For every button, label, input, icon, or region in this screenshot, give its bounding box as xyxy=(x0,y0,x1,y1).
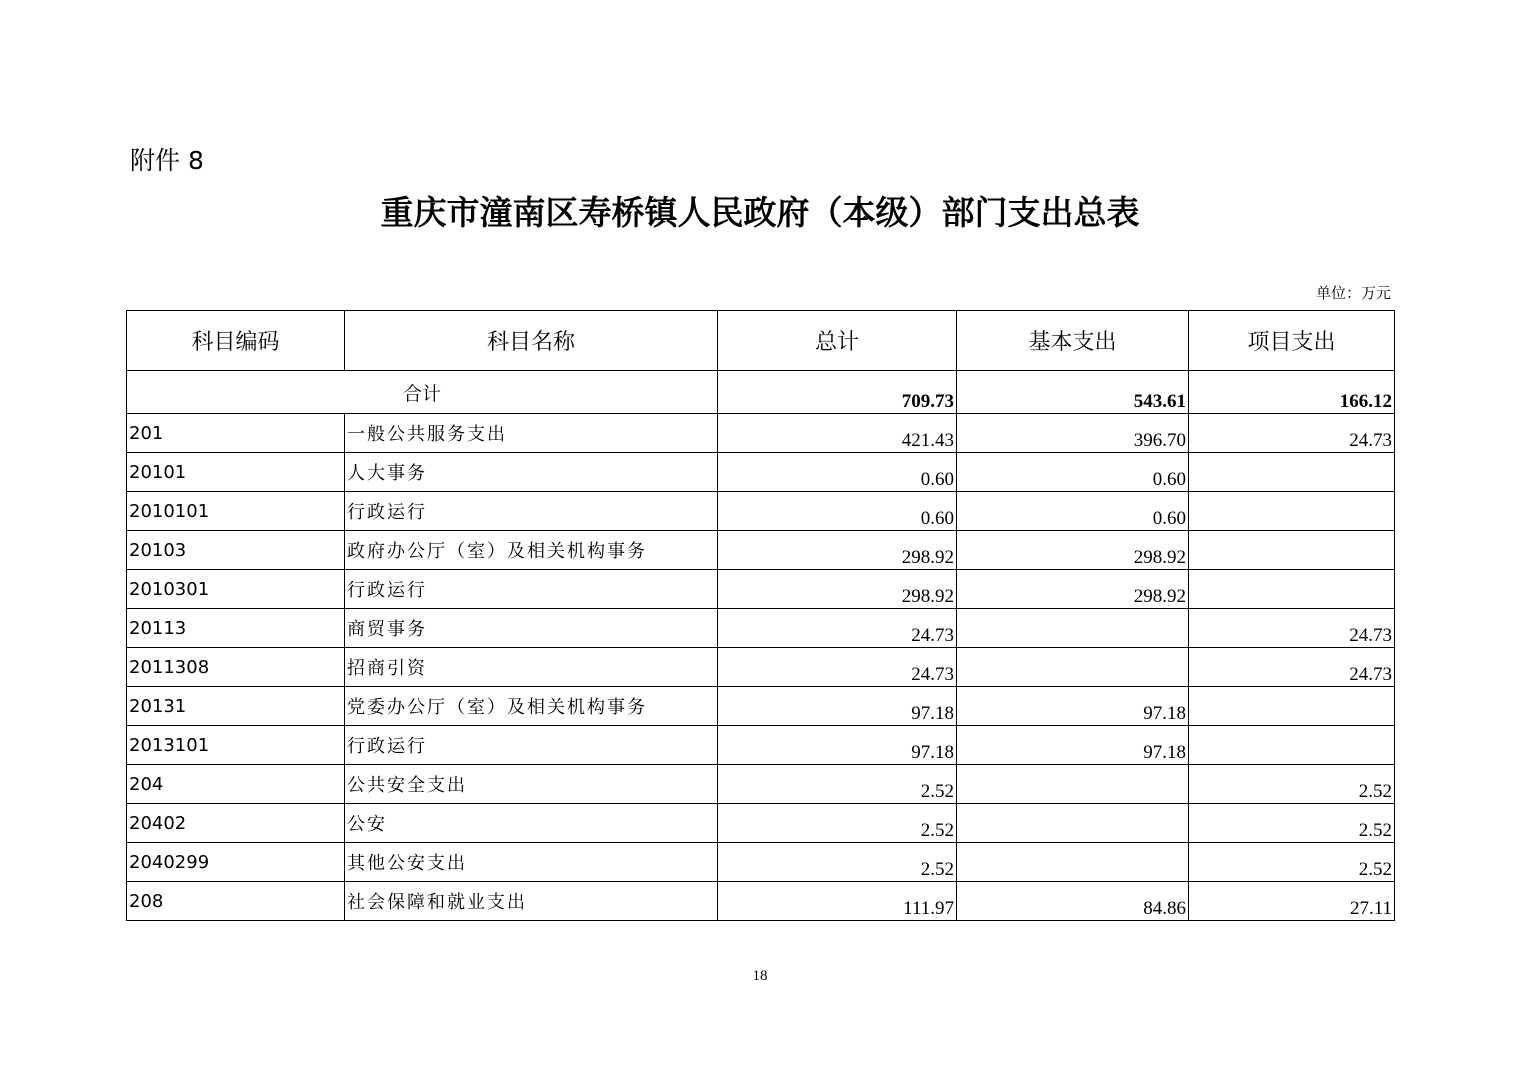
subject-code-cell: 20103 xyxy=(127,531,345,570)
table-row xyxy=(127,492,1395,531)
subject-code-cell: 20113 xyxy=(127,609,345,648)
project-expenditure-cell xyxy=(1189,726,1395,765)
total-cell: 97.18 xyxy=(718,687,957,726)
header-basic-expenditure: 基本支出 xyxy=(957,311,1189,371)
table-row xyxy=(127,765,1395,804)
total-cell: 24.73 xyxy=(718,609,957,648)
subject-name-cell: 政府办公厅（室）及相关机构事务 xyxy=(345,531,718,570)
subject-code-cell: 20101 xyxy=(127,453,345,492)
subject-code-cell: 2010101 xyxy=(127,492,345,531)
subject-name-cell: 其他公安支出 xyxy=(345,843,718,882)
project-expenditure-cell: 2.52 xyxy=(1189,765,1395,804)
project-expenditure-cell xyxy=(1189,492,1395,531)
basic-expenditure-cell xyxy=(957,648,1189,687)
table-row xyxy=(127,882,1395,921)
header-total: 总计 xyxy=(718,311,957,371)
total-cell: 2.52 xyxy=(718,843,957,882)
subject-code-cell: 208 xyxy=(127,882,345,921)
subject-code-cell: 201 xyxy=(127,414,345,453)
subject-name-cell: 社会保障和就业支出 xyxy=(345,882,718,921)
total-cell: 0.60 xyxy=(718,492,957,531)
project-expenditure-cell xyxy=(1189,687,1395,726)
basic-expenditure-cell: 0.60 xyxy=(957,453,1189,492)
total-label: 合计 xyxy=(127,371,718,414)
subject-code-cell: 2011308 xyxy=(127,648,345,687)
table-row xyxy=(127,570,1395,609)
subject-name-cell: 行政运行 xyxy=(345,492,718,531)
basic-expenditure-cell: 84.86 xyxy=(957,882,1189,921)
project-expenditure-cell xyxy=(1189,453,1395,492)
subject-code-cell: 20131 xyxy=(127,687,345,726)
basic-expenditure-cell xyxy=(957,609,1189,648)
total-cell: 111.97 xyxy=(718,882,957,921)
table-row xyxy=(127,414,1395,453)
project-expenditure-cell: 24.73 xyxy=(1189,609,1395,648)
basic-expenditure-cell: 0.60 xyxy=(957,492,1189,531)
table-row xyxy=(127,609,1395,648)
basic-expenditure-cell: 298.92 xyxy=(957,531,1189,570)
project-expenditure-cell: 24.73 xyxy=(1189,414,1395,453)
header-project-expenditure: 项目支出 xyxy=(1189,311,1395,371)
table-row xyxy=(127,726,1395,765)
basic-expenditure-cell: 298.92 xyxy=(957,570,1189,609)
total-project-amount: 166.12 xyxy=(1189,371,1395,414)
total-cell: 2.52 xyxy=(718,765,957,804)
subject-name-cell: 人大事务 xyxy=(345,453,718,492)
subject-code-cell: 20402 xyxy=(127,804,345,843)
subject-code-cell: 204 xyxy=(127,765,345,804)
subject-code-cell: 2013101 xyxy=(127,726,345,765)
unit-label: 单位：万元 xyxy=(1315,284,1391,302)
total-cell: 421.43 xyxy=(718,414,957,453)
subject-name-cell: 商贸事务 xyxy=(345,609,718,648)
subject-name-cell: 行政运行 xyxy=(345,570,718,609)
table-header-row xyxy=(127,311,1395,371)
total-cell: 298.92 xyxy=(718,570,957,609)
total-amount: 709.73 xyxy=(718,371,957,414)
basic-expenditure-cell: 97.18 xyxy=(957,687,1189,726)
basic-expenditure-cell: 396.70 xyxy=(957,414,1189,453)
project-expenditure-cell xyxy=(1189,531,1395,570)
expenditure-table xyxy=(126,310,1395,921)
basic-expenditure-cell xyxy=(957,765,1189,804)
header-subject-code: 科目编码 xyxy=(127,311,345,371)
basic-expenditure-cell xyxy=(957,804,1189,843)
table-row xyxy=(127,843,1395,882)
subject-code-cell: 2040299 xyxy=(127,843,345,882)
project-expenditure-cell: 24.73 xyxy=(1189,648,1395,687)
subject-name-cell: 公安 xyxy=(345,804,718,843)
table-row xyxy=(127,648,1395,687)
total-basic-amount: 543.61 xyxy=(957,371,1189,414)
page-number: 18 xyxy=(752,968,768,984)
total-cell: 0.60 xyxy=(718,453,957,492)
table-row xyxy=(127,687,1395,726)
subject-code-cell: 2010301 xyxy=(127,570,345,609)
attachment-label: 附件 8 xyxy=(130,146,204,175)
basic-expenditure-cell xyxy=(957,843,1189,882)
total-cell: 97.18 xyxy=(718,726,957,765)
project-expenditure-cell: 2.52 xyxy=(1189,843,1395,882)
project-expenditure-cell: 2.52 xyxy=(1189,804,1395,843)
subject-name-cell: 一般公共服务支出 xyxy=(345,414,718,453)
subject-name-cell: 行政运行 xyxy=(345,726,718,765)
total-cell: 298.92 xyxy=(718,531,957,570)
project-expenditure-cell: 27.11 xyxy=(1189,882,1395,921)
basic-expenditure-cell: 97.18 xyxy=(957,726,1189,765)
total-row xyxy=(127,371,1395,414)
header-subject-name: 科目名称 xyxy=(345,311,718,371)
total-cell: 24.73 xyxy=(718,648,957,687)
subject-name-cell: 党委办公厅（室）及相关机构事务 xyxy=(345,687,718,726)
subject-name-cell: 招商引资 xyxy=(345,648,718,687)
table-row xyxy=(127,531,1395,570)
subject-name-cell: 公共安全支出 xyxy=(345,765,718,804)
project-expenditure-cell xyxy=(1189,570,1395,609)
document-title: 重庆市潼南区寿桥镇人民政府（本级）部门支出总表 xyxy=(380,193,1140,232)
table-row xyxy=(127,804,1395,843)
table-row xyxy=(127,453,1395,492)
total-cell: 2.52 xyxy=(718,804,957,843)
